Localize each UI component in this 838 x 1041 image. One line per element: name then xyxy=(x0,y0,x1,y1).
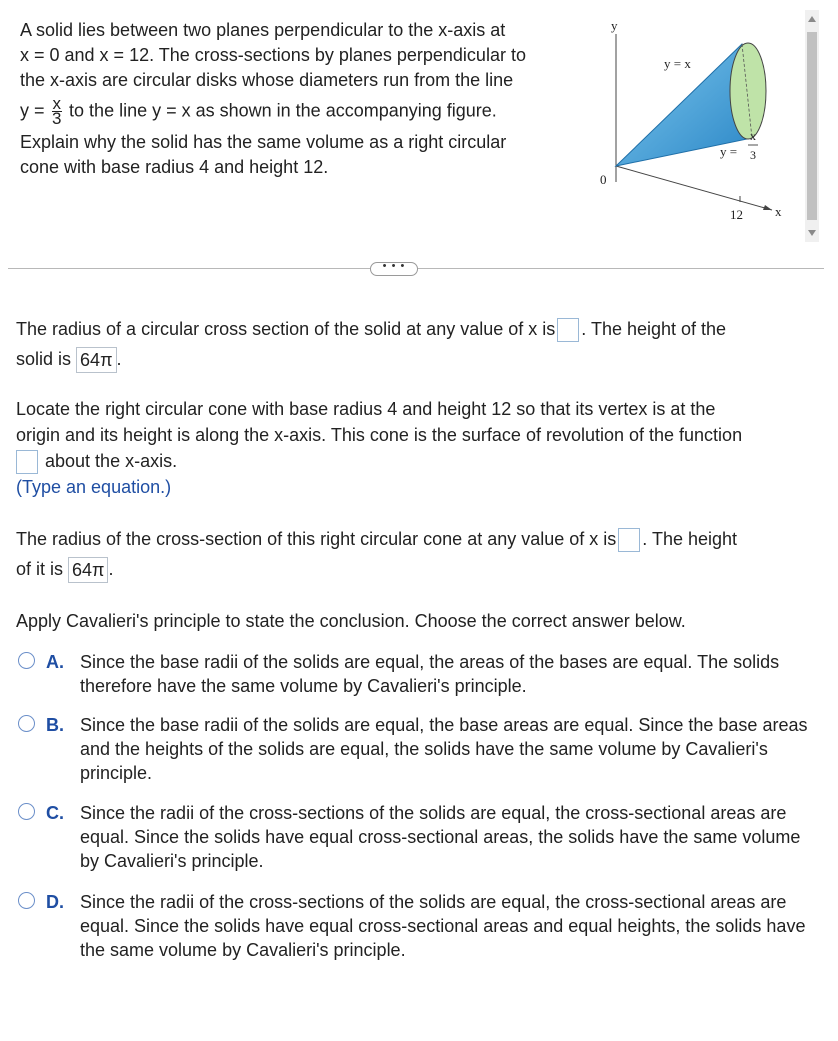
problem-statement xyxy=(20,18,580,180)
scroll-thumb[interactable] xyxy=(807,32,817,220)
height-solid-answer[interactable]: 64π xyxy=(76,347,116,373)
end-disk xyxy=(730,43,766,139)
option-a-text: Since the base radii of the solids are equal, the areas of the bases are equal. The solids therefore have the same volume by Cavalieri's principle. xyxy=(80,652,780,696)
fraction-x-over-3 xyxy=(52,94,63,128)
problem-line-5: Explain why the solid has the same volume as a right circular xyxy=(20,132,507,152)
radius-solid-input[interactable] xyxy=(557,318,579,342)
q3-text-1: The radius of the cross-section of this right circular cone at any value of x is xyxy=(16,529,617,549)
expand-more-button[interactable]: • • • xyxy=(370,262,418,276)
option-b[interactable] xyxy=(18,713,818,787)
q4-prompt: Apply Cavalieri's principle to state the conclusion. Choose the correct answer below. xyxy=(16,611,686,631)
problem-line-4-rest: to the line y = x as shown in the accompanying figure. xyxy=(69,100,497,121)
problem-line-2: x = 0 and x = 12. The cross-sections by planes perpendicular to xyxy=(20,45,526,65)
radio-a[interactable] xyxy=(18,652,35,669)
solid-figure xyxy=(592,14,802,234)
problem-line-3: the x-axis are circular disks whose diameters run from the line xyxy=(20,70,514,90)
question-cone-function xyxy=(16,396,816,500)
x-axis-arrow xyxy=(763,205,772,210)
label-frac-num: x xyxy=(750,129,756,143)
radio-c[interactable] xyxy=(18,803,35,820)
fraction-numerator: x xyxy=(52,94,62,113)
label-frac-den: 3 xyxy=(750,148,756,162)
q1-text-1: The radius of a circular cross section of the solid at any value of x is xyxy=(16,319,556,339)
radio-b[interactable] xyxy=(18,715,35,732)
y-equals: y = xyxy=(20,100,45,121)
option-a-letter: A. xyxy=(46,652,64,672)
q1-text-2: . The height of the xyxy=(581,319,727,339)
option-b-text: Since the base radii of the solids are equal, the base areas are equal. Since the base areas and the heights of the solids are equal, the solids have the same volume by Cavalieri's principle. xyxy=(80,715,808,783)
label-y-equals-x: y = x xyxy=(664,56,691,71)
option-d[interactable] xyxy=(18,890,818,964)
problem-line-6: cone with base radius 4 and height 12. xyxy=(20,157,329,177)
figure-scrollbar[interactable] xyxy=(805,10,819,242)
y-axis-label: y xyxy=(611,18,618,33)
q2-input-line xyxy=(16,448,816,474)
radio-d[interactable] xyxy=(18,892,35,909)
problem-line-4 xyxy=(20,94,580,128)
q3-text-2: . The height xyxy=(642,529,738,549)
option-d-text: Since the radii of the cross-sections of the solids are equal, the cross-sectional areas are equal. Since the solids have equal cross-sectional areas and equal heights, the solids have the same volume by Cavalieri's principle. xyxy=(80,892,806,960)
q1-text-3: solid is xyxy=(16,349,72,369)
problem-line-1: A solid lies between two planes perpendicular to the x-axis at xyxy=(20,20,506,40)
scroll-down-icon[interactable] xyxy=(808,230,816,236)
scroll-up-icon[interactable] xyxy=(808,16,816,22)
radius-cone-input[interactable] xyxy=(618,528,640,552)
option-c-letter: C. xyxy=(46,803,64,823)
question-radius-cone xyxy=(16,524,816,584)
cone-function-input[interactable] xyxy=(16,450,38,474)
label-y-equals-lhs: y = xyxy=(720,144,738,159)
fraction-denominator: 3 xyxy=(52,109,62,128)
option-b-letter: B. xyxy=(46,715,64,735)
q3-end: . xyxy=(108,559,114,579)
q2-text-1: Locate the right circular cone with base radius 4 and height 12 so that its vertex is at the xyxy=(16,399,716,419)
q2-text-3: about the x-axis. xyxy=(45,451,178,471)
q3-text-3: of it is xyxy=(16,559,64,579)
option-c[interactable] xyxy=(18,801,818,875)
option-c-text: Since the radii of the cross-sections of the solids are equal, the cross-sectional areas are equal. Since the solids have equal cross-sectional areas, the solids have the same volume by Cavalieri's principle. xyxy=(80,803,801,871)
question-radius-solid xyxy=(16,314,816,374)
height-cone-answer[interactable]: 64π xyxy=(68,557,108,583)
q2-hint: (Type an equation.) xyxy=(16,477,172,498)
tick-label-12: 12 xyxy=(730,207,743,222)
option-d-letter: D. xyxy=(46,892,64,912)
x-axis-line xyxy=(616,166,772,210)
x-axis-label: x xyxy=(775,204,782,219)
q2-text-2: origin and its height is along the x-axis. This cone is the surface of revolution of the function xyxy=(16,425,743,445)
origin-label: 0 xyxy=(600,172,607,187)
q1-end: . xyxy=(116,349,122,369)
option-a[interactable] xyxy=(18,650,818,700)
